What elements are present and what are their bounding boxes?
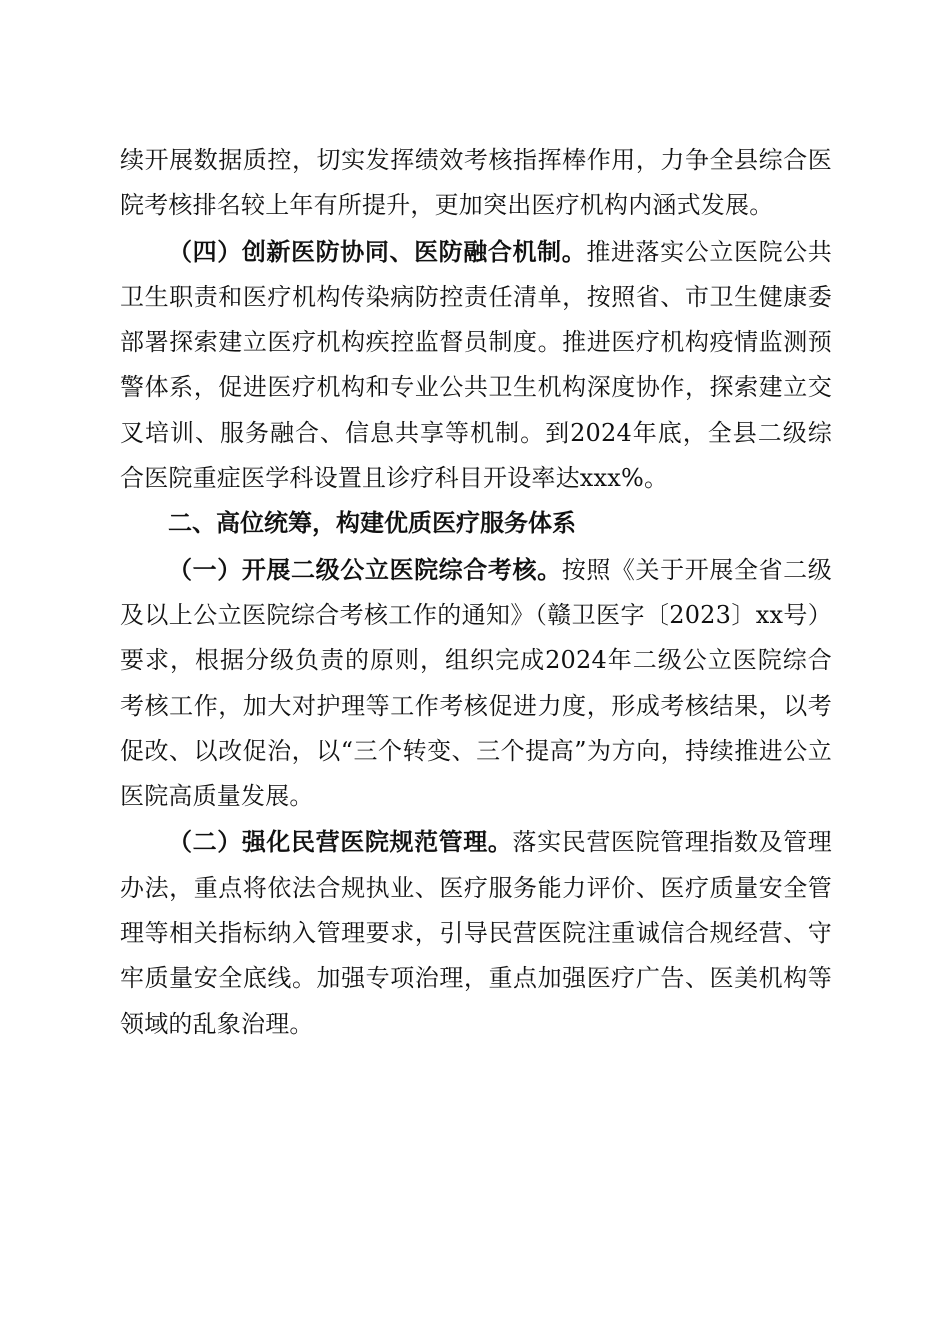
document-page: [120, 138, 832, 1047]
paragraph-lead: （二）强化民营医院规范管理。: [168, 827, 513, 857]
paragraph-lead: （一）开展二级公立医院综合考核。: [168, 554, 562, 584]
paragraph-text: 按照《关于开展全省二级及以上公立医院综合考核工作的通知》（赣卫医字〔2023〕xx号）要求，根据分级负责的原则，组织完成2024年二级公立医院综合考核工作，加大对护理等工作考核促进力度，形成考核结果，以考促改、以改促治，以“三个转变、三个提高”为方向，持续推进公立医院高质量发展。: [120, 555, 832, 811]
paragraph-section-2-1: [120, 547, 832, 820]
paragraph-text: 落实民营医院管理指数及管理办法，重点将依法合规执业、医疗服务能力评价、医疗质量安全管理等相关指标纳入管理要求，引导民营医院注重诚信合规经营、守牢质量安全底线。加强专项治理，重点加强医疗广告、医美机构等领域的乱象治理。: [120, 828, 832, 1038]
paragraph-text: 推进落实公立医院公共卫生职责和医疗机构传染病防控责任清单，按照省、市卫生健康委部署探索建立医疗机构疾控监督员制度。推进医疗机构疫情监测预警体系，促进医疗机构和专业公共卫生机构深度协作，探索建立交叉培训、服务融合、信息共享等机制。到2024年底，全县二级综合医院重症医学科设置且诊疗科目开设率达xxx%。: [120, 237, 832, 493]
paragraph-continuation: [120, 138, 832, 229]
section-heading-2: 二、高位统筹，构建优质医疗服务体系: [168, 509, 576, 538]
paragraph-section-2-2: [120, 819, 832, 1046]
paragraph-text: 续开展数据质控，切实发挥绩效考核指挥棒作用，力争全县综合医院考核排名较上年有所提升，更加突出医疗机构内涵式发展。: [120, 146, 832, 220]
paragraph-section-4: [120, 229, 832, 502]
paragraph-lead: （四）创新医防协同、医防融合机制。: [168, 236, 587, 266]
